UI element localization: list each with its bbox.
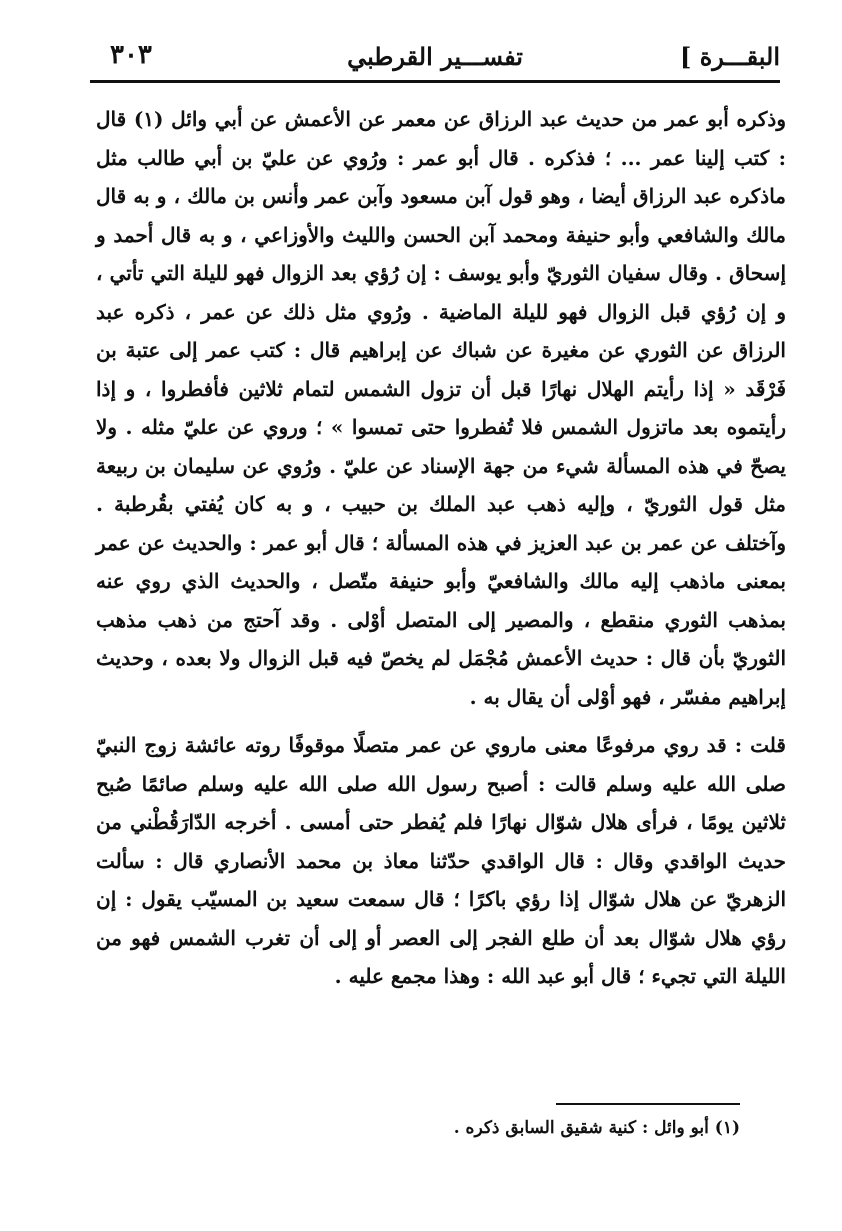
- paragraph-1: وذكره أبو عمر من حديث عبد الرزاق عن معمر عن الأعمش عن أبي وائل (١) قال : كتب إلينا عمر ... ؛ فذكره . قال أبو عمر : ورُوي عن عليّ بن أبي طالب مثل ماذكره عبد الرزاق أيضا ، وهو قول آبن مسعود وآبن عمر وأنس بن مالك ، و به قال مالك والشافعي وأبو حنيفة ومحمد آبن الحسن والليث والأوزاعي ، و به قال أحمد و إسحاق . وقال سفيان الثوريّ وأبو يوسف : إن رُؤي بعد الزوال فهو لليلة التي تأتي ، و إن رُؤي قبل الزوال فهو لليلة الماضية . ورُوي مثل ذلك عن عمر ، ذكره عبد الرزاق عن الثوري عن مغيرة عن شباك عن إبراهيم قال : كتب عمر إلى عتبة بن فَرْقَد « إذا رأيتم الهلال نهارًا قبل أن تزول الشمس لتمام ثلاثين فأفطروا ، و إذا رأيتموه بعد ماتزول الشمس فلا تُفطروا حتى تمسوا » ؛ وروي عن عليّ مثله . ولا يصحّ في هذه المسألة شيء من جهة الإسناد عن عليّ . ورُوي عن سليمان بن ربيعة مثل قول الثوريّ ، وإليه ذهب عبد الملك بن حبيب ، و به كان يُفتي بقُرطبة . وآختلف عن عمر بن عبد العزيز في هذه المسألة ؛ قال أبو عمر : والحديث عن عمر بمعنى ماذهب إليه مالك والشافعيّ وأبو حنيفة متّصل ، والحديث الذي روي عنه بمذهب الثوري منقطع ، والمصير إلى المتصل أوْلى . وقد آحتج من ذهب مذهب الثوريّ بأن قال : حديث الأعمش مُجْمَل لم يخصّ فيه قبل الزوال ولا بعده ، وحديث إبراهيم مفسّر ، فهو أوْلى أن يقال به .: [96, 107, 786, 709]
- surah-name: البقـــرة ]: [680, 42, 780, 71]
- header-rule: [90, 80, 780, 83]
- paragraph-2: قلت : قد روي مرفوعًا معنى ماروي عن عمر متصلًا موقوفًا روته عائشة زوج النبيّ صلى الله عليه وسلم قالت : أصبح رسول الله صلى الله عليه وسلم صائمًا صُبح ثلاثين يومًا ، فرأى هلال شوّال نهارًا فلم يُفطر حتى أمسى . أخرجه الدّارَقُطْني من حديث الواقدي وقال : قال الواقدي حدّثنا معاذ بن محمد الأنصاري قال : سألت الزهريّ عن هلال شوّال إذا رؤي باكرًا ؛ قال سمعت سعيد بن المسيّب يقول : إن رؤي هلال شوّال بعد أن طلع الفجر إلى العصر أو إلى أن تغرب الشمس فهو من الليلة التي تجيء ؛ قال أبو عبد الله : وهذا مجمع عليه .: [96, 733, 786, 988]
- main-text: [96, 100, 786, 996]
- footnote: (١) أبو وائل : كنية شقيق السابق ذكره .: [453, 1118, 740, 1138]
- page-header: [90, 30, 780, 82]
- page-number: ٣٠٣: [110, 40, 152, 70]
- book-title: تفســـير القرطبي: [347, 42, 523, 71]
- footnote-rule: [556, 1103, 740, 1105]
